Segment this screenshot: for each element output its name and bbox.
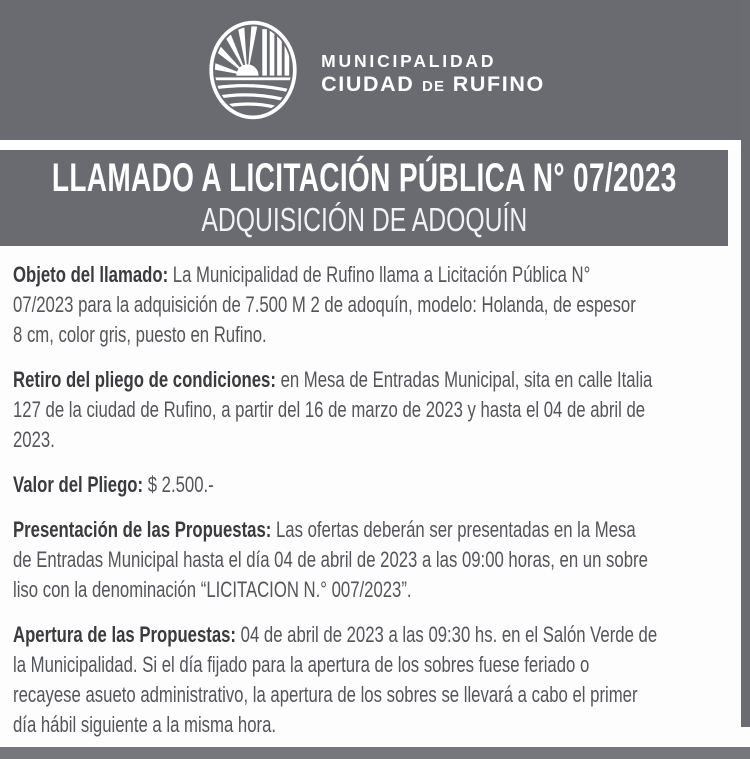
text-line: Objeto del llamado: La Municipalidad de Rufino llama a Licitación Pública N° [13,262,591,287]
text-line: de Entradas Municipal hasta el día 04 de abril de 2023 a las 09:00 horas, en un sobre [13,547,648,572]
org-name-de: DE [421,78,446,96]
org-wordmark [321,50,545,99]
org-name-line1: MUNICIPALIDAD [321,50,497,71]
text-line: Presentación de las Propuestas: Las ofertas deberán ser presentadas en la Mesa [13,517,636,542]
header-separator [0,140,741,150]
text-line: 127 de la ciudad de Rufino, a partir del 16 de marzo de 2023 y hasta el 04 de abril de [13,397,646,422]
org-name-line2: CIUDAD DE RUFINO [321,72,545,97]
tender-title: LLAMADO A LICITACIÓN PÚBLICA N° 07/2023 [51,156,677,201]
title-banner [0,150,728,246]
text-line: la Municipalidad. Si el día fijado para la apertura de los sobres fuese feriado o [13,652,590,677]
paragraph [13,470,741,500]
paragraph-label: Retiro del pliego de condiciones: [13,367,276,392]
text-line: Retiro del pliego de condiciones: en Mesa de Entradas Municipal, sita en calle Italia [13,367,653,392]
paragraph-label: Presentación de las Propuestas: [13,517,272,542]
paragraph [13,260,741,350]
text-line: 8 cm, color gris, puesto en Rufino. [13,322,267,347]
text-line: día hábil siguiente a la misma hora. [13,712,277,737]
header-band [0,0,750,140]
paragraph-label: Apertura de las Propuestas: [13,622,237,647]
paragraph [13,365,741,455]
text-line: 07/2023 para la adquisición de 7.500 M 2 de adoquín, modelo: Holanda, de espesor [13,292,636,317]
bottom-border-bar [0,747,750,759]
paragraph [13,515,741,605]
text-line: Valor del Pliego: $ 2.500.- [13,472,214,497]
paragraph-label: Valor del Pliego: [13,472,144,497]
paragraph [13,620,741,740]
text-line: 2023. [13,427,55,452]
municipality-logo-icon [205,18,301,122]
text-line: Apertura de las Propuestas: 04 de abril de 2023 a las 09:30 hs. en el Salón Verde de [13,622,658,647]
paragraph-label: Objeto del llamado: [13,262,169,287]
right-border-strip [741,0,750,727]
text-line: recayese asueto administrativo, la apertura de los sobres se llevará a cabo el primer [13,682,638,707]
tender-subtitle: ADQUISICIÓN DE ADOQUÍN [201,201,527,239]
document-body [0,246,741,755]
text-line: liso con la denominación “LICITACION N.° 007/2023”. [13,577,412,602]
